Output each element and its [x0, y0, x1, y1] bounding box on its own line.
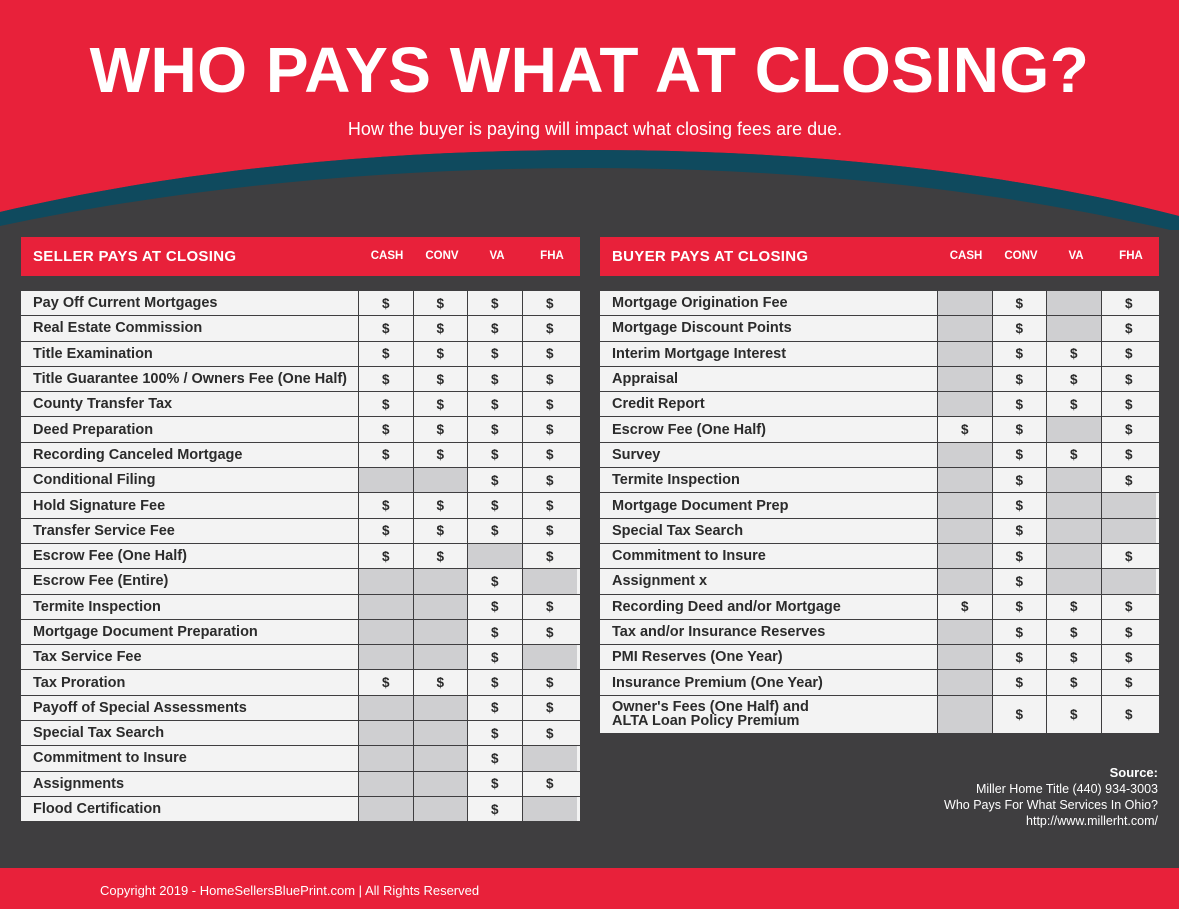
cell-cash: [938, 645, 993, 669]
cell-conv: $: [993, 493, 1048, 517]
cell-conv: $: [414, 291, 469, 315]
cell-cash: $: [359, 367, 414, 391]
cell-conv: [414, 468, 469, 492]
cell-conv: [414, 595, 469, 619]
cell-cash: $: [359, 342, 414, 366]
cell-cash: $: [359, 417, 414, 441]
cell-fha: $: [523, 544, 578, 568]
table-row: [21, 772, 580, 797]
seller-rows: [21, 291, 580, 822]
cell-fha: $: [1102, 670, 1157, 694]
cell-conv: $: [993, 544, 1048, 568]
table-row: [21, 670, 580, 695]
table-row: [21, 392, 580, 417]
row-label: Recording Deed and/or Mortgage: [600, 595, 938, 619]
cell-va: $: [468, 443, 523, 467]
copyright-text: Copyright 2019 - HomeSellersBluePrint.com | All Rights Reserved: [100, 883, 480, 898]
row-label: Owner's Fees (One Half) and ALTA Loan Policy Premium: [600, 696, 938, 733]
cell-cash: [938, 493, 993, 517]
column-header-fha: FHA: [540, 250, 564, 262]
table-row: [21, 595, 580, 620]
cell-fha: $: [1102, 342, 1157, 366]
cell-conv: $: [414, 316, 469, 340]
cell-va: $: [1047, 696, 1102, 733]
cell-fha: [1102, 493, 1157, 517]
table-row: [600, 367, 1159, 392]
cell-conv: $: [993, 696, 1048, 733]
cell-va: $: [1047, 392, 1102, 416]
cell-cash: [938, 519, 993, 543]
cell-va: [1047, 468, 1102, 492]
cell-va: $: [468, 519, 523, 543]
cell-conv: [414, 746, 469, 770]
cell-va: [1047, 316, 1102, 340]
cell-conv: $: [993, 291, 1048, 315]
table-row: [600, 316, 1159, 341]
table-row: [600, 519, 1159, 544]
row-label: Hold Signature Fee: [21, 493, 359, 517]
cell-conv: [414, 696, 469, 720]
cell-conv: $: [993, 645, 1048, 669]
cell-conv: $: [414, 443, 469, 467]
cell-cash: [359, 620, 414, 644]
row-label: Termite Inspection: [21, 595, 359, 619]
cell-fha: $: [523, 696, 578, 720]
cell-va: $: [468, 620, 523, 644]
row-label: Interim Mortgage Interest: [600, 342, 938, 366]
cell-fha: $: [1102, 316, 1157, 340]
table-row: [21, 316, 580, 341]
row-label: Mortgage Document Prep: [600, 493, 938, 517]
cell-conv: [414, 772, 469, 796]
cell-va: [1047, 519, 1102, 543]
cell-cash: $: [359, 291, 414, 315]
cell-cash: [938, 316, 993, 340]
cell-va: $: [468, 291, 523, 315]
table-row: [21, 367, 580, 392]
cell-fha: $: [523, 392, 578, 416]
cell-conv: $: [414, 392, 469, 416]
cell-cash: $: [938, 595, 993, 619]
row-label: Termite Inspection: [600, 468, 938, 492]
cell-conv: $: [414, 670, 469, 694]
cell-va: $: [468, 670, 523, 694]
cell-cash: [359, 746, 414, 770]
cell-conv: $: [993, 392, 1048, 416]
cell-conv: [414, 797, 469, 821]
buyer-rows: [600, 291, 1159, 734]
row-label: Transfer Service Fee: [21, 519, 359, 543]
buyer-table-title: BUYER PAYS AT CLOSING: [612, 248, 809, 265]
cell-cash: [359, 772, 414, 796]
source-note: [944, 765, 1158, 829]
row-label: Escrow Fee (One Half): [600, 417, 938, 441]
cell-cash: $: [359, 443, 414, 467]
seller-table-title: SELLER PAYS AT CLOSING: [33, 248, 237, 265]
cell-cash: [359, 645, 414, 669]
cell-fha: $: [1102, 367, 1157, 391]
cell-va: [1047, 291, 1102, 315]
cell-va: $: [468, 721, 523, 745]
cell-conv: $: [414, 544, 469, 568]
cell-fha: $: [1102, 645, 1157, 669]
row-label: County Transfer Tax: [21, 392, 359, 416]
source-url: http://www.millerht.com/: [1026, 814, 1158, 828]
column-header-cash: CASH: [949, 250, 983, 262]
cell-cash: [938, 392, 993, 416]
column-header-va: VA: [489, 250, 505, 262]
cell-cash: $: [359, 670, 414, 694]
table-row: [21, 342, 580, 367]
column-header-cash: CASH: [370, 250, 404, 262]
page-subtitle: How the buyer is paying will impact what closing fees are due.: [347, 119, 843, 139]
cell-conv: $: [993, 519, 1048, 543]
table-row: [21, 468, 580, 493]
cell-cash: [938, 670, 993, 694]
cell-conv: [414, 645, 469, 669]
cell-fha: [523, 569, 578, 593]
cell-va: $: [468, 797, 523, 821]
row-label: Deed Preparation: [21, 417, 359, 441]
cell-fha: $: [1102, 544, 1157, 568]
cell-fha: $: [523, 519, 578, 543]
cell-fha: $: [523, 620, 578, 644]
cell-va: $: [468, 595, 523, 619]
cell-cash: [359, 721, 414, 745]
cell-va: $: [1047, 620, 1102, 644]
table-row: [21, 746, 580, 771]
cell-fha: $: [523, 595, 578, 619]
cell-va: $: [1047, 342, 1102, 366]
cell-cash: [359, 595, 414, 619]
row-label: Title Examination: [21, 342, 359, 366]
cell-conv: $: [414, 417, 469, 441]
cell-fha: [523, 645, 578, 669]
cell-fha: [523, 746, 578, 770]
seller-table-header: [21, 237, 580, 276]
cell-cash: $: [359, 392, 414, 416]
cell-fha: $: [523, 772, 578, 796]
cell-fha: $: [1102, 291, 1157, 315]
table-row: [600, 291, 1159, 316]
cell-fha: [1102, 519, 1157, 543]
cell-fha: [523, 797, 578, 821]
cell-conv: $: [414, 342, 469, 366]
cell-conv: $: [993, 443, 1048, 467]
cell-va: $: [468, 417, 523, 441]
row-label: Recording Canceled Mortgage: [21, 443, 359, 467]
table-row: [21, 721, 580, 746]
table-row: [21, 443, 580, 468]
table-row: [21, 544, 580, 569]
cell-conv: $: [414, 519, 469, 543]
row-label: Flood Certification: [21, 797, 359, 821]
cell-va: $: [468, 468, 523, 492]
cell-conv: [414, 620, 469, 644]
cell-fha: $: [1102, 696, 1157, 733]
cell-cash: [938, 367, 993, 391]
cell-fha: $: [523, 342, 578, 366]
column-header-conv: CONV: [425, 250, 459, 262]
table-row: [21, 797, 580, 822]
cell-va: $: [468, 696, 523, 720]
source-title: Source:: [1109, 765, 1158, 780]
row-label: Tax and/or Insurance Reserves: [600, 620, 938, 644]
cell-conv: $: [993, 367, 1048, 391]
row-label: Escrow Fee (One Half): [21, 544, 359, 568]
cell-conv: $: [993, 417, 1048, 441]
row-label: Assignment x: [600, 569, 938, 593]
cell-conv: $: [993, 569, 1048, 593]
table-row: [600, 595, 1159, 620]
cell-fha: $: [523, 291, 578, 315]
cell-va: [1047, 493, 1102, 517]
footer: [0, 868, 1179, 909]
cell-cash: $: [359, 544, 414, 568]
cell-conv: $: [993, 595, 1048, 619]
cell-va: $: [468, 772, 523, 796]
cell-fha: $: [1102, 417, 1157, 441]
table-row: [600, 342, 1159, 367]
row-label: Payoff of Special Assessments: [21, 696, 359, 720]
table-row: [21, 417, 580, 442]
row-label: Commitment to Insure: [600, 544, 938, 568]
row-label: Pay Off Current Mortgages: [21, 291, 359, 315]
cell-cash: [938, 291, 993, 315]
cell-cash: [938, 342, 993, 366]
cell-va: $: [468, 569, 523, 593]
cell-va: $: [468, 392, 523, 416]
table-row: [21, 569, 580, 594]
table-row: [600, 417, 1159, 442]
cell-fha: $: [1102, 595, 1157, 619]
row-label: Special Tax Search: [21, 721, 359, 745]
row-label: Real Estate Commission: [21, 316, 359, 340]
cell-va: $: [1047, 443, 1102, 467]
cell-cash: [359, 468, 414, 492]
cell-cash: $: [359, 493, 414, 517]
cell-cash: $: [359, 316, 414, 340]
table-row: [21, 645, 580, 670]
table-row: [21, 620, 580, 645]
cell-cash: [359, 569, 414, 593]
row-label: Credit Report: [600, 392, 938, 416]
cell-fha: $: [1102, 443, 1157, 467]
row-label: Escrow Fee (Entire): [21, 569, 359, 593]
row-label: Survey: [600, 443, 938, 467]
cell-cash: [938, 696, 993, 733]
cell-va: $: [468, 493, 523, 517]
column-header-conv: CONV: [1004, 250, 1038, 262]
cell-cash: [938, 544, 993, 568]
cell-cash: $: [359, 519, 414, 543]
cell-va: $: [1047, 645, 1102, 669]
cell-fha: $: [523, 367, 578, 391]
cell-conv: $: [993, 620, 1048, 644]
cell-fha: $: [1102, 392, 1157, 416]
table-row: [600, 569, 1159, 594]
row-label: Mortgage Discount Points: [600, 316, 938, 340]
cell-va: $: [1047, 595, 1102, 619]
table-row: [600, 468, 1159, 493]
table-row: [21, 493, 580, 518]
row-label: Commitment to Insure: [21, 746, 359, 770]
row-label: Tax Service Fee: [21, 645, 359, 669]
cell-cash: [938, 569, 993, 593]
cell-conv: $: [993, 342, 1048, 366]
cell-va: $: [468, 342, 523, 366]
cell-cash: [938, 443, 993, 467]
table-row: [21, 696, 580, 721]
table-row: [600, 443, 1159, 468]
table-row: [600, 670, 1159, 695]
cell-conv: $: [414, 367, 469, 391]
cell-va: [1047, 417, 1102, 441]
cell-cash: [359, 797, 414, 821]
cell-va: $: [468, 367, 523, 391]
cell-va: $: [468, 645, 523, 669]
source-line: Who Pays For What Services In Ohio?: [944, 798, 1158, 812]
column-header-fha: FHA: [1119, 250, 1143, 262]
cell-fha: $: [523, 493, 578, 517]
row-label: Insurance Premium (One Year): [600, 670, 938, 694]
column-header-va: VA: [1068, 250, 1084, 262]
buyer-table-header: [600, 237, 1159, 276]
source-line: Miller Home Title (440) 934-3003: [975, 782, 1158, 796]
cell-va: $: [468, 316, 523, 340]
row-label: Assignments: [21, 772, 359, 796]
cell-conv: $: [993, 670, 1048, 694]
cell-fha: $: [523, 670, 578, 694]
row-label: Tax Proration: [21, 670, 359, 694]
cell-conv: $: [414, 493, 469, 517]
cell-fha: $: [1102, 620, 1157, 644]
buyer-table: [600, 237, 1159, 734]
cell-fha: $: [1102, 468, 1157, 492]
table-row: [600, 645, 1159, 670]
cell-fha: $: [523, 468, 578, 492]
cell-conv: [414, 569, 469, 593]
row-label: PMI Reserves (One Year): [600, 645, 938, 669]
cell-va: [468, 544, 523, 568]
cell-fha: $: [523, 417, 578, 441]
cell-fha: [1102, 569, 1157, 593]
row-label: Appraisal: [600, 367, 938, 391]
cell-cash: $: [938, 417, 993, 441]
cell-fha: $: [523, 316, 578, 340]
table-row: [600, 493, 1159, 518]
table-row: [600, 696, 1159, 734]
cell-fha: $: [523, 721, 578, 745]
table-row: [600, 620, 1159, 645]
cell-va: [1047, 544, 1102, 568]
cell-conv: $: [993, 468, 1048, 492]
cell-va: $: [1047, 367, 1102, 391]
cell-conv: $: [993, 316, 1048, 340]
table-row: [21, 519, 580, 544]
cell-conv: [414, 721, 469, 745]
cell-va: [1047, 569, 1102, 593]
cell-cash: [938, 468, 993, 492]
cell-cash: [938, 620, 993, 644]
row-label: Mortgage Document Preparation: [21, 620, 359, 644]
cell-va: $: [1047, 670, 1102, 694]
table-row: [600, 392, 1159, 417]
page-title: WHO PAYS WHAT AT CLOSING?: [89, 34, 1090, 106]
row-label: Special Tax Search: [600, 519, 938, 543]
row-label: Title Guarantee 100% / Owners Fee (One Half): [21, 367, 359, 391]
cell-va: $: [468, 746, 523, 770]
cell-fha: $: [523, 443, 578, 467]
cell-cash: [359, 696, 414, 720]
row-label: Mortgage Origination Fee: [600, 291, 938, 315]
table-row: [21, 291, 580, 316]
seller-table: [21, 237, 580, 822]
row-label: Conditional Filing: [21, 468, 359, 492]
table-row: [600, 544, 1159, 569]
